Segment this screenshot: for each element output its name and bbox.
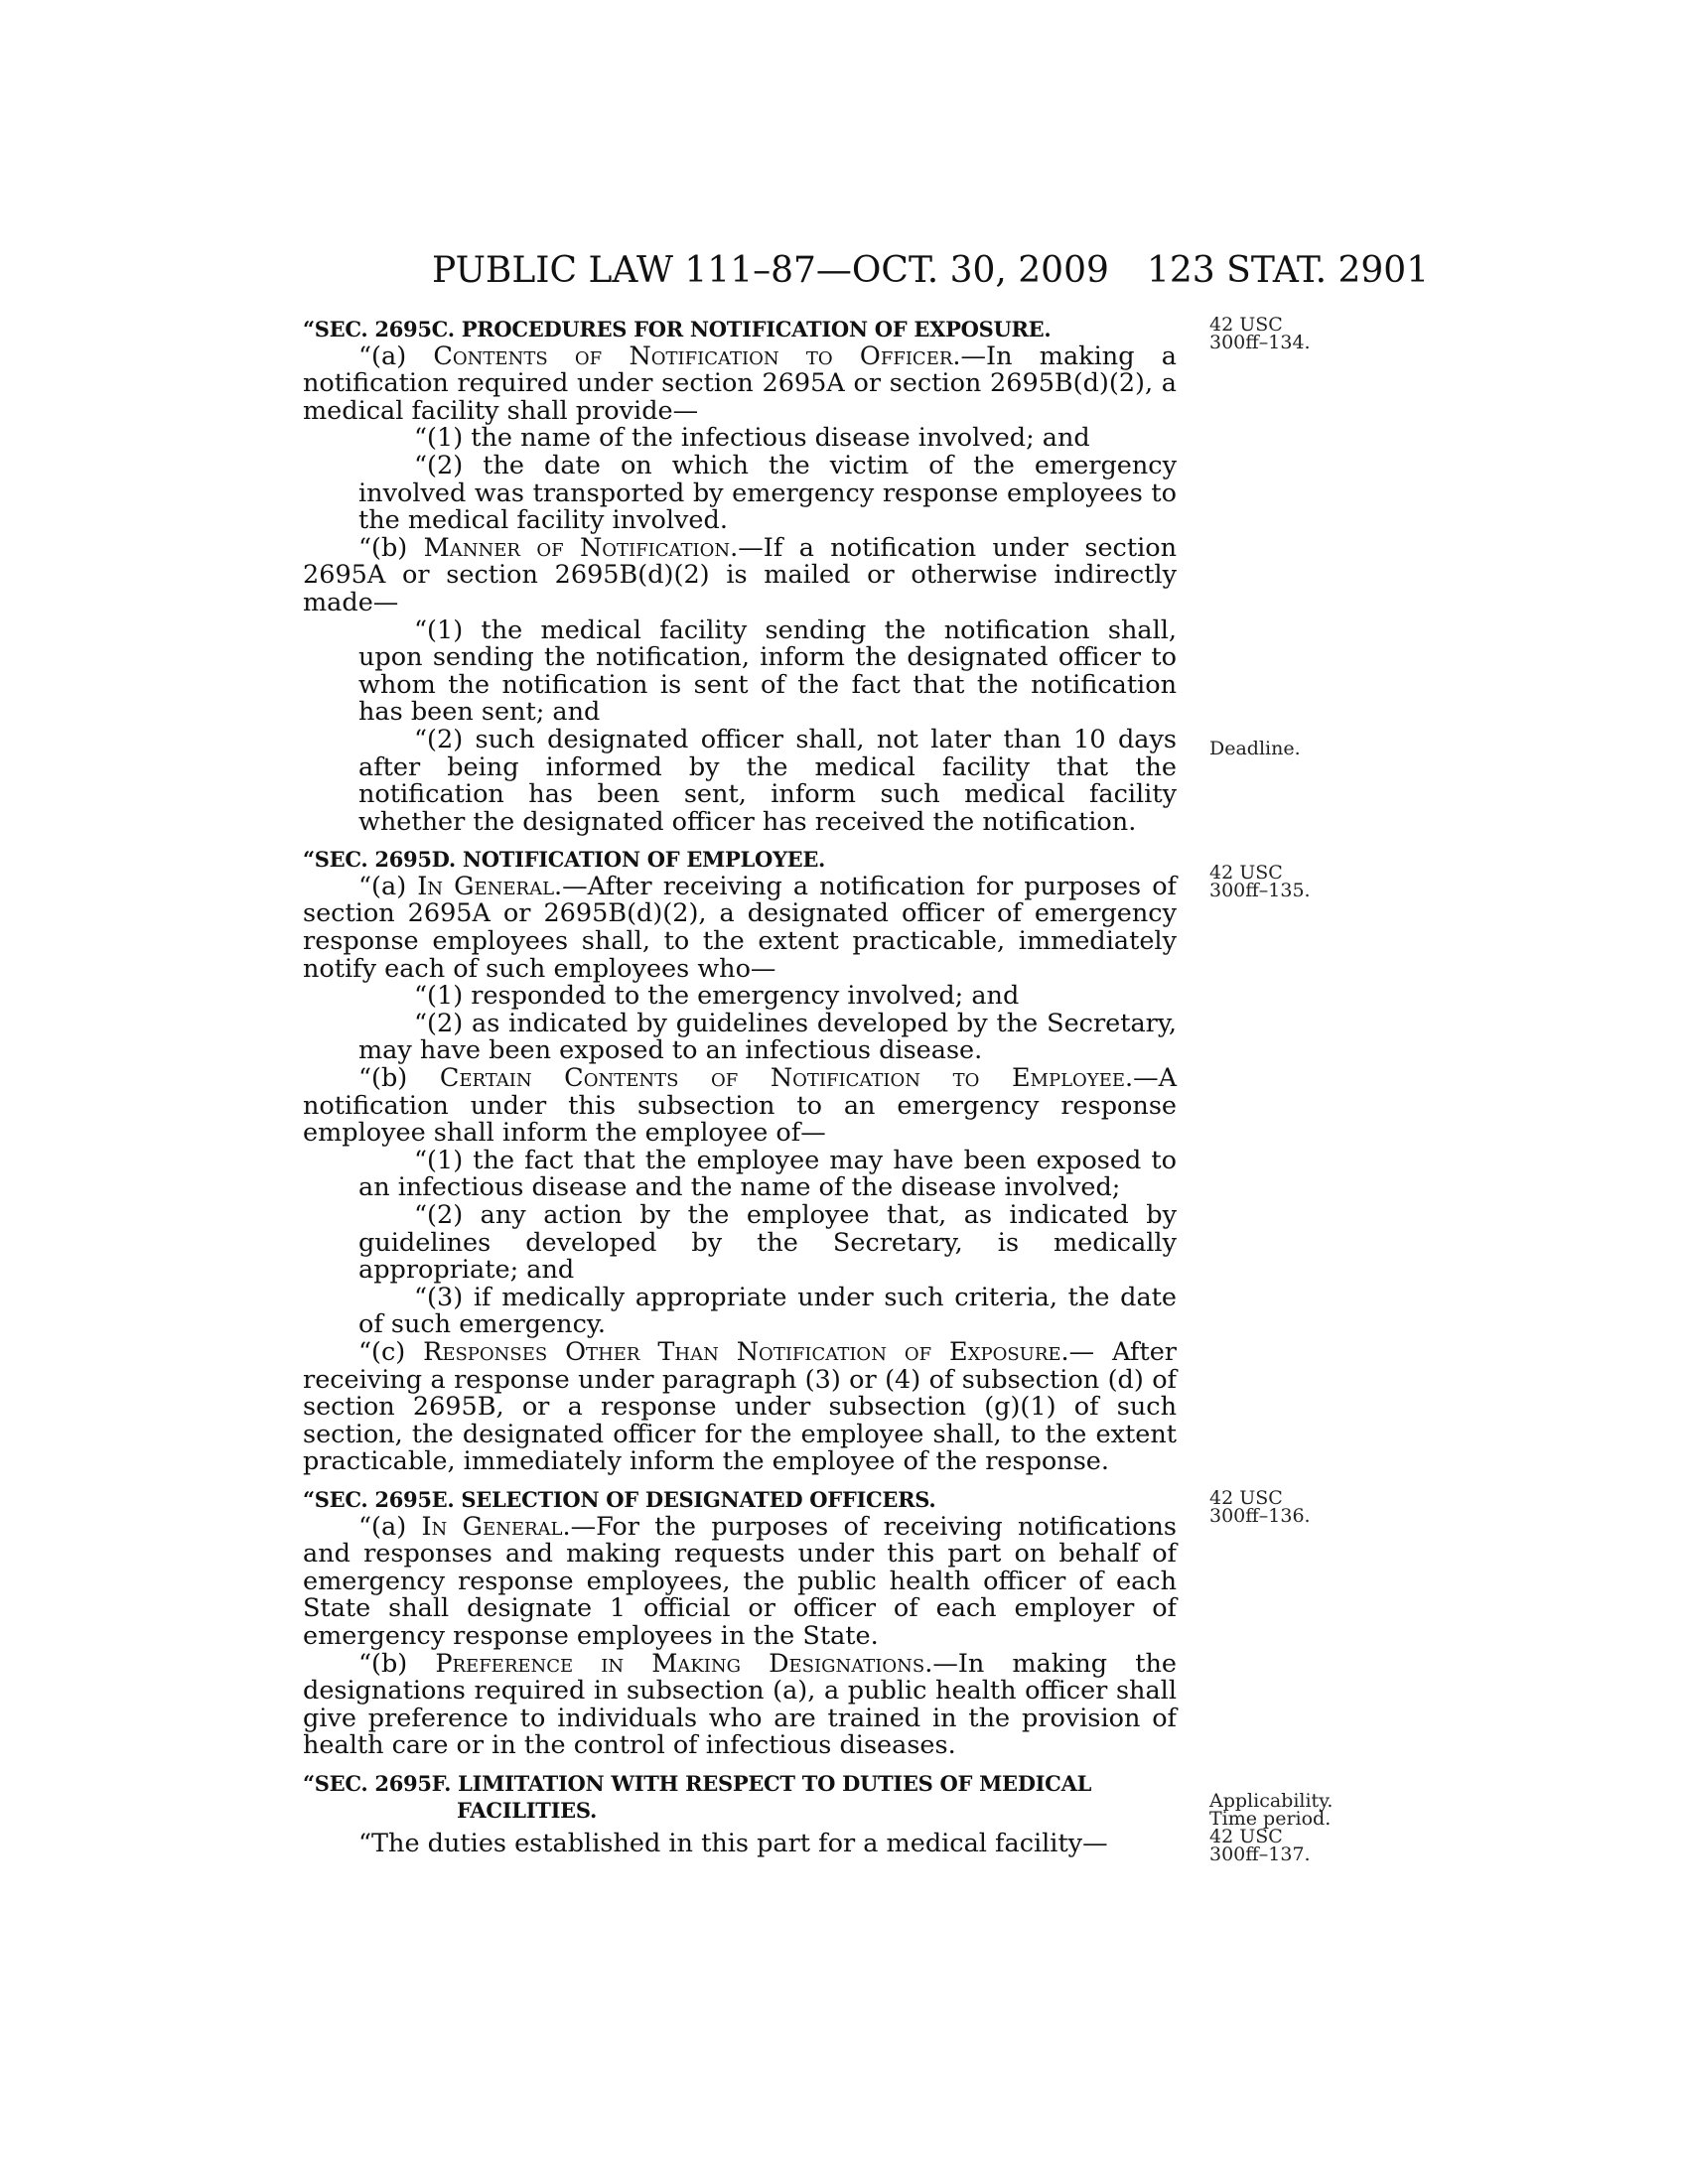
subsection-d-c: “(c) Responses Other Than Notification of Exposure.— After receiving a response under paragraph (3) or (4) of subsection (d) of section 2695B, or a response under subsection (g)(1) of such section, the designated officer for the employee shall, to the extent practicable, immediately inform the employee of the response.: [303, 1336, 1177, 1477]
paragraph-d-b-1: “(1) the fact that the employee may have been exposed to an infectious disease and the name of the disease involved;: [358, 1145, 1177, 1203]
margin-note-usc-134: 42 USC 300ff–134.: [1209, 314, 1311, 353]
subsection-d-b: “(b) Certain Contents of Notification to Employee.—A notification under this subsection to an emergency response employee shall inform the employee of—: [303, 1063, 1177, 1149]
paragraph-c-a-2: “(2) the date on which the victim of the emergency involved was transported by emergency response employees to the medical facility involved.: [358, 450, 1177, 536]
subsection-d-a: “(a) In General.—After receiving a notification for purposes of section 2695A or 2695B(d)(2), a designated officer of emergency response employees shall, to the extent practicable, immediately notify each of such employees who—: [303, 871, 1177, 984]
running-header-title: PUBLIC LAW 111–87—OCT. 30, 2009: [432, 250, 1109, 291]
subsection-e-b: “(b) Preference in Making Designations.—In making the designations required in subsection (a), a public health officer shall give preference to individuals who are trained in the provision of health care or in the control of infectious diseases.: [303, 1648, 1177, 1761]
paragraph-d-b-3: “(3) if medically appropriate under such criteria, the date of such emergency.: [358, 1282, 1177, 1340]
section-heading-2695f: “SEC. 2695F. LIMITATION WITH RESPECT TO DUTIES OF MEDICAL FACILITIES.: [303, 1770, 1092, 1824]
paragraph-d-a-2: “(2) as indicated by guidelines developed by the Secretary, may have been exposed to an infectious disease.: [358, 1008, 1177, 1066]
margin-note-deadline: Deadline.: [1209, 738, 1301, 759]
margin-note-applicability: Applicability. Time period. 42 USC 300ff–137.: [1209, 1790, 1334, 1865]
paragraph-c-b-1: “(1) the medical facility sending the notification shall, upon sending the notification, inform the designated officer to whom the notification is sent of the fact that the notification has been sent; and: [358, 614, 1177, 728]
subsection-c-a: “(a) Contents of Notification to Officer.—In making a notification required under section 2695A or section 2695B(d)(2), a medical facility shall provide—: [303, 341, 1177, 426]
margin-note-usc-135: 42 USC 300ff–135.: [1209, 862, 1311, 901]
section-heading-2695e: “SEC. 2695E. SELECTION OF DESIGNATED OFFICERS.: [303, 1486, 936, 1512]
paragraph-c-a-1: “(1) the name of the infectious disease involved; and: [414, 423, 1090, 454]
section-heading-2695c: “SEC. 2695C. PROCEDURES FOR NOTIFICATION OF EXPOSURE.: [303, 317, 1052, 341]
paragraph-d-b-2: “(2) any action by the employee that, as indicated by guidelines developed by the Secretary, is medically appropriate; and: [358, 1200, 1177, 1286]
section-f-text: “The duties established in this part for a medical facility—: [358, 1829, 1108, 1859]
paragraph-d-a-1: “(1) responded to the emergency involved; and: [414, 981, 1020, 1012]
running-header-page-number: 123 STAT. 2901: [1147, 250, 1430, 291]
section-heading-2695d: “SEC. 2695D. NOTIFICATION OF EMPLOYEE.: [303, 847, 826, 873]
paragraph-c-b-2: “(2) such designated officer shall, not later than 10 days after being informed by the medical facility that the notification has been sent, inform such medical facility whether the designated officer has received the notification.: [358, 724, 1177, 837]
statute-body: [303, 316, 1177, 1858]
subsection-c-b: “(b) Manner of Notification.—If a notification under section 2695A or section 2695B(d)(2) is mailed or otherwise indirectly made—: [303, 532, 1178, 617]
subsection-e-a: “(a) In General.—For the purposes of receiving notifications and responses and making requests under this part on behalf of emergency response employees, the public health officer of each State shall designate 1 official or officer of each employer of emergency response employees in the State.: [303, 1511, 1177, 1651]
margin-note-usc-136: 42 USC 300ff–136.: [1209, 1487, 1311, 1527]
